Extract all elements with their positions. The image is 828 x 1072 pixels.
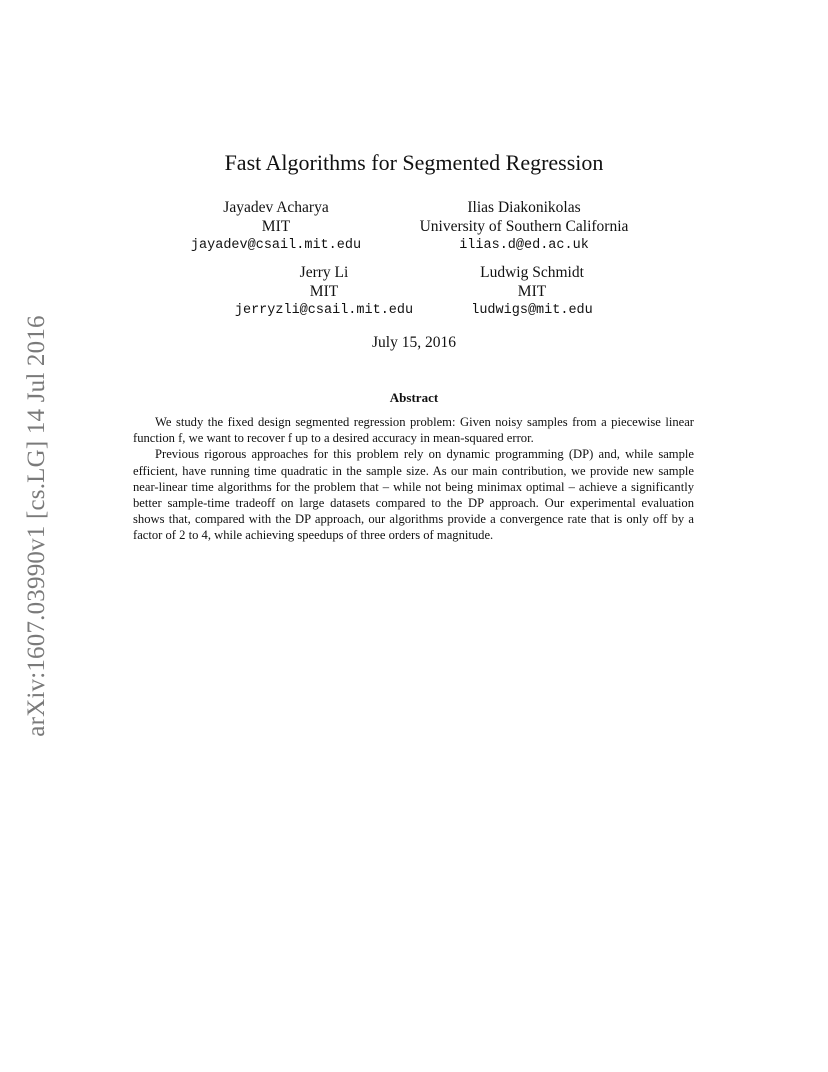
author-affiliation: University of Southern California xyxy=(419,218,629,235)
abstract-body xyxy=(133,414,694,544)
author-block xyxy=(404,198,644,255)
author-name: Jayadev Acharya xyxy=(223,199,329,216)
abstract-paragraph: We study the fixed design segmented regression problem: Given noisy samples from a piecewise linear function f, we want to recover f up to a desired accuracy in mean-squared error. xyxy=(133,415,694,446)
author-affiliation: MIT xyxy=(517,283,547,300)
author-block xyxy=(442,263,622,320)
author-block xyxy=(176,198,376,255)
abstract-paragraph: Previous rigorous approaches for this problem rely on dynamic programming (DP) and, while sample efficient, have running time quadratic in the sample size. As our main contribution, we provide new sample near-linear time algorithms for the problem that – while not being minimax optimal – achieve a significantly better sample-time tradeoff on large datasets compared to the DP approach. Our experimental evaluation shows that, compared with the DP approach, our algorithms provide a convergence rate that is only off by a factor of 2 to 4, while achieving speedups of three orders of magnitude. xyxy=(133,447,694,543)
abstract-heading: Abstract xyxy=(389,390,439,405)
author-block xyxy=(224,263,424,320)
publication-date: July 15, 2016 xyxy=(372,334,456,351)
arxiv-identifier-stamp: arXiv:1607.03990v1 [cs.LG] 14 Jul 2016 xyxy=(23,315,50,737)
author-affiliation: MIT xyxy=(261,218,291,235)
paper-title: Fast Algorithms for Segmented Regression xyxy=(224,150,604,175)
author-email[interactable]: jayadev@csail.mit.edu xyxy=(190,238,362,253)
author-name: Ludwig Schmidt xyxy=(480,264,584,281)
author-affiliation: MIT xyxy=(309,283,339,300)
author-name: Ilias Diakonikolas xyxy=(467,199,581,216)
author-name: Jerry Li xyxy=(299,264,349,281)
author-email[interactable]: jerryzli@csail.mit.edu xyxy=(234,303,414,318)
author-email[interactable]: ilias.d@ed.ac.uk xyxy=(459,238,589,253)
author-email[interactable]: ludwigs@mit.edu xyxy=(471,303,593,318)
